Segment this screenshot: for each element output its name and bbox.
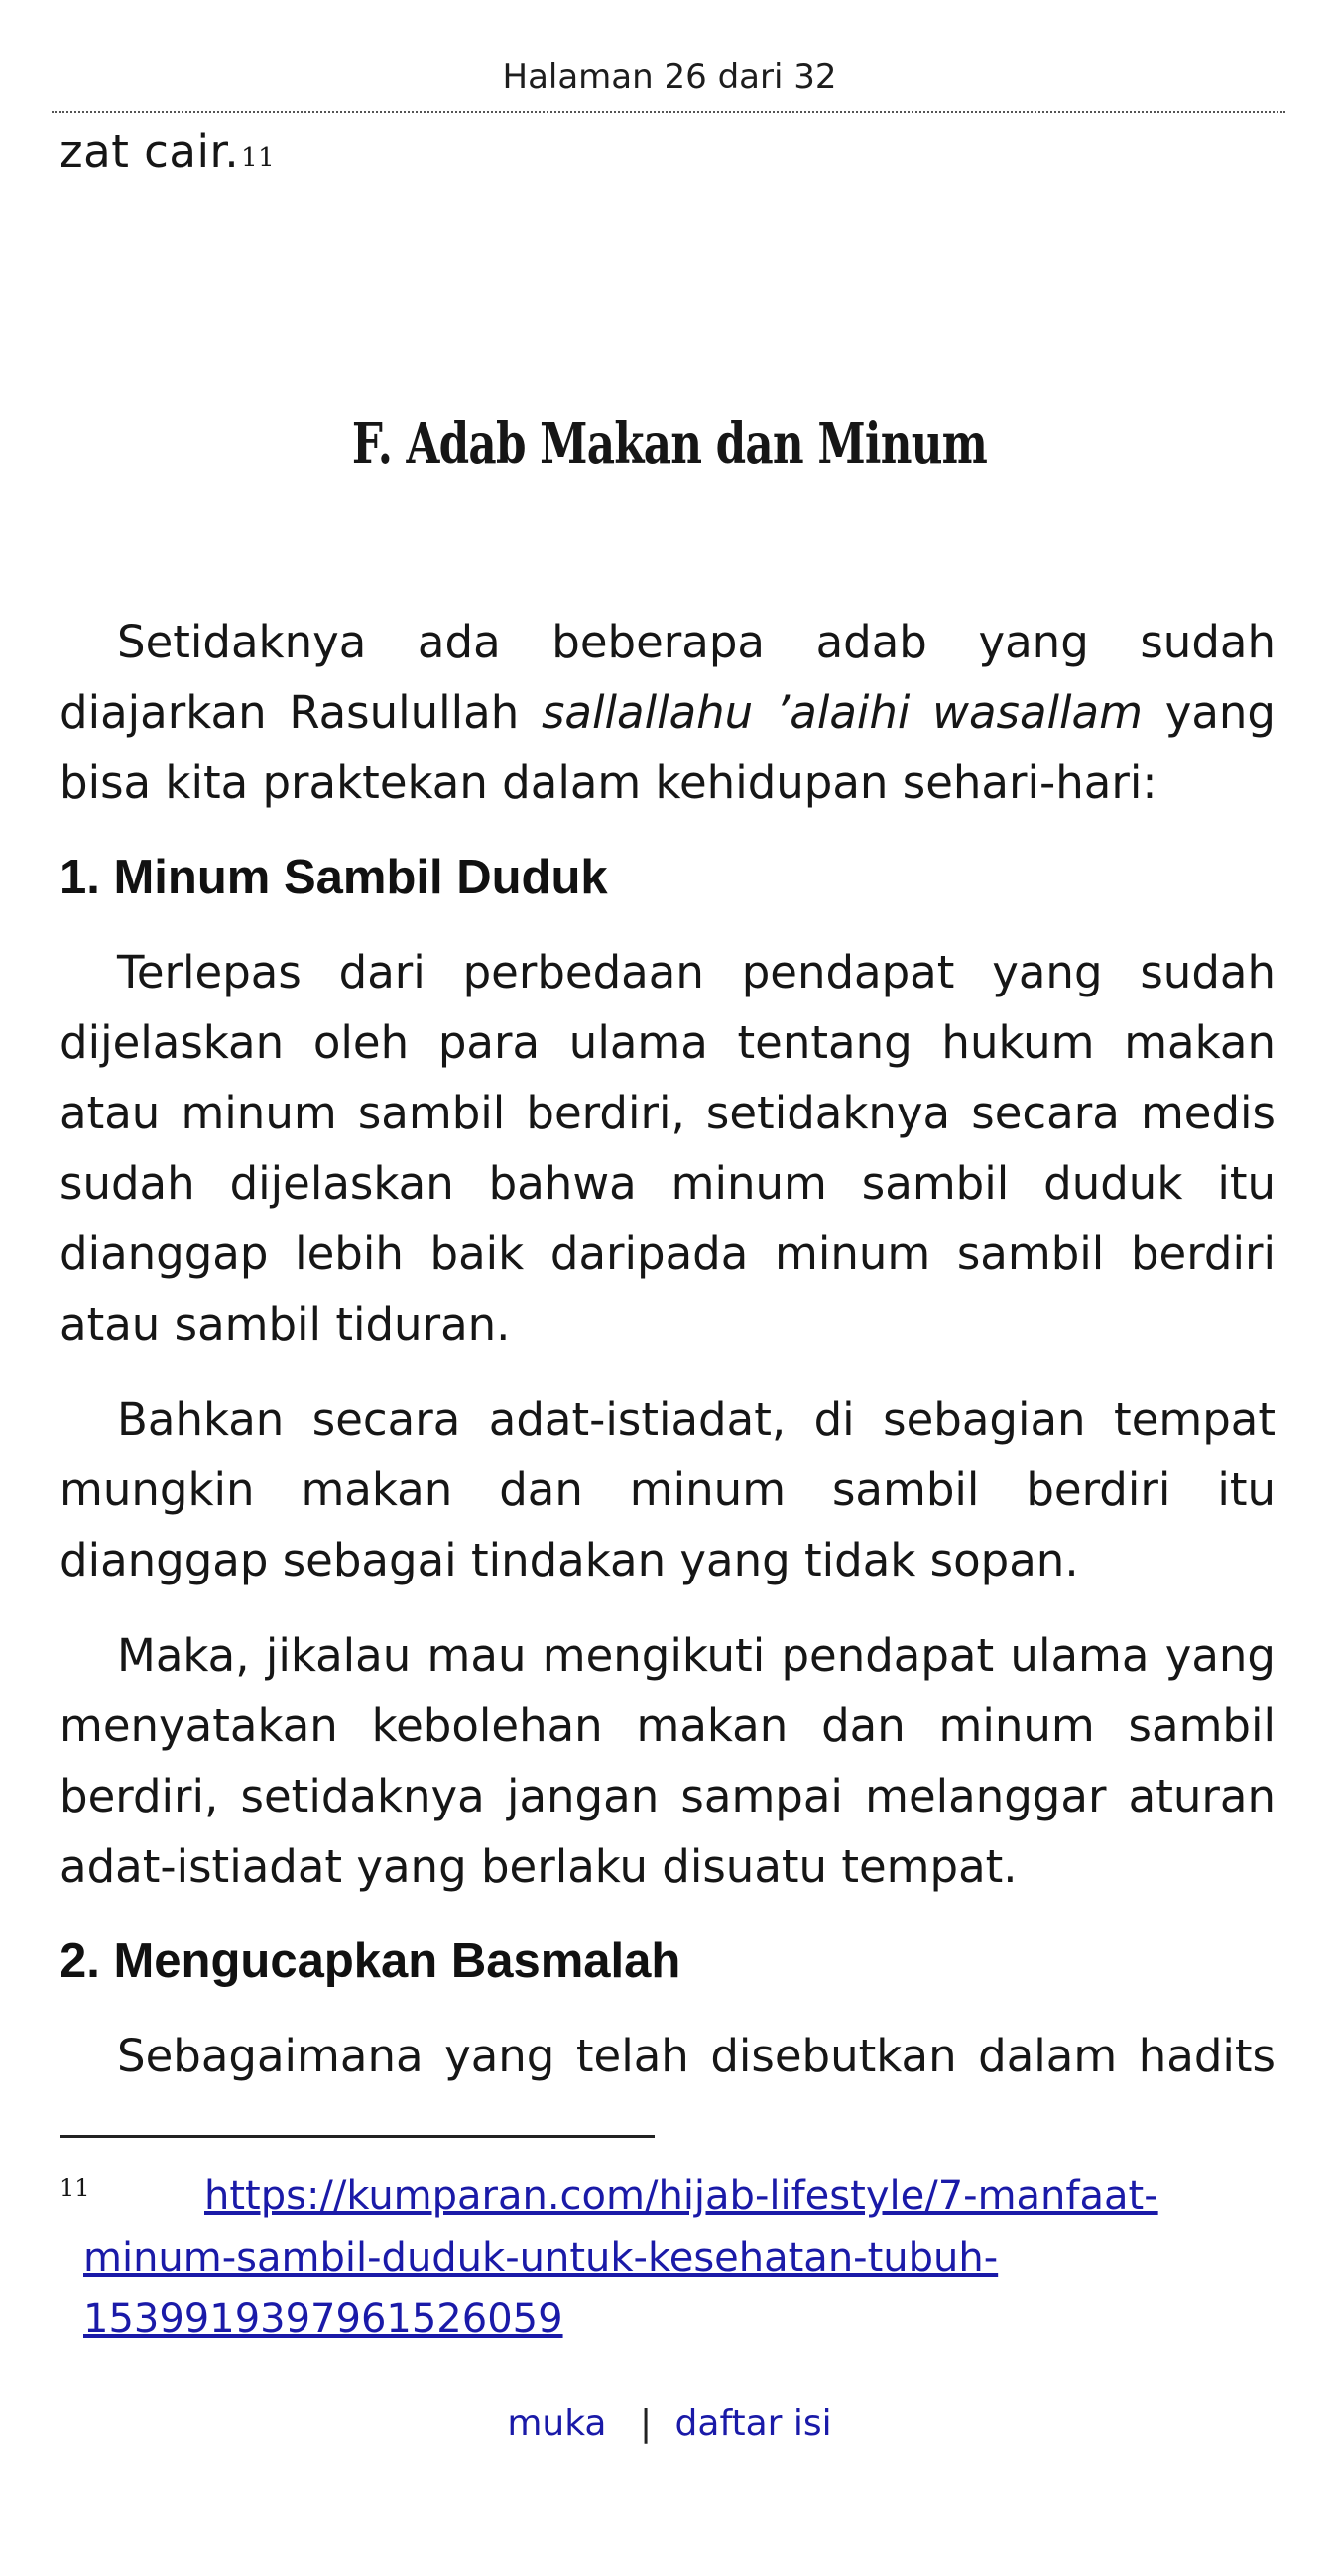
page-navigation [0,2403,1339,2444]
front-page-link[interactable]: muka [507,2403,607,2444]
subsection-heading: 2. Mengucapkan Basmalah [60,1934,681,1988]
footnote-reference[interactable]: 11 [241,143,276,173]
paragraph: Maka, jikalau mau mengikuti pendapat ulama yang menyatakan kebolehan makan dan minum sambil berdiri, setidaknya jangan sampai melanggar aturan adat-istiadat yang berlaku disuatu tempat. [60,1629,1276,1893]
footnote-link[interactable]: https://kumparan.com/hijab-lifestyle/7-manfaat-minum-sambil-duduk-untuk-kesehatan-tubuh-1539919397961526059 [83,2173,1158,2342]
honorific-italic: sallallahu ’alaihi wasallam [541,686,1143,739]
body-text [60,607,1276,2116]
table-of-contents-link[interactable]: daftar isi [674,2403,832,2444]
page-header [0,58,1339,97]
paragraph: Terlepas dari perbedaan pendapat yang sudah dijelaskan oleh para ulama tentang hukum makan atau minum sambil berdiri, setidaknya secara medis sudah dijelaskan bahwa minum sambil duduk itu dianggap lebih baik daripada minum sambil berdiri atau sambil tiduran. [60,946,1276,1350]
footnote-divider [60,2135,655,2138]
continuation-line: zat cair. [60,125,240,177]
footnote [60,2166,1289,2350]
continuation-text [60,117,275,186]
paragraph: Bahkan secara adat-istiadat, di sebagian tempat mungkin makan dan minum sambil berdiri itu dianggap sebagai tindakan yang tidak sopan. [60,1393,1276,1586]
header-divider [52,111,1285,113]
paragraph: Sebagaimana yang telah disebutkan dalam hadits [117,2030,1276,2082]
intro-paragraph: Setidaknya ada beberapa adab yang sudah diajarkan Rasulullah sallallahu ’alaihi wasallam yang bisa kita praktekan dalam kehidupan sehari-hari: [60,616,1276,809]
nav-separator: | [639,2403,653,2444]
section-title: F. Adab Makan dan Minum [351,411,988,477]
footnote-number: 11 [60,2174,90,2202]
page-number-label: Halaman 26 dari 32 [502,58,837,97]
subsection-heading: 1. Minum Sambil Duduk [60,851,608,904]
